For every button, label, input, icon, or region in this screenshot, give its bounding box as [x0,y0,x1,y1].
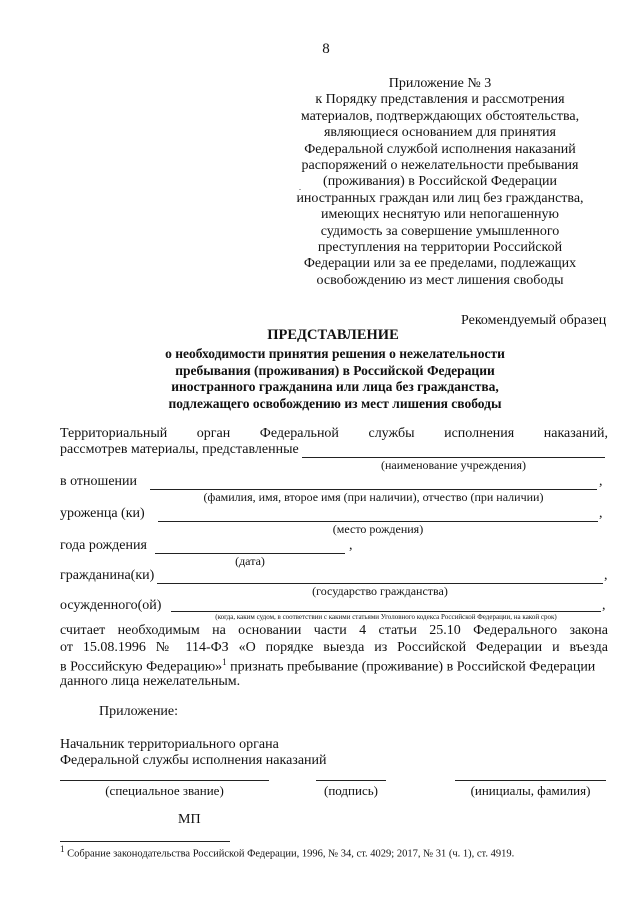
citizenship-hint: (государство гражданства) [312,584,448,598]
appendix-header [290,76,590,289]
seal-mark: МП [178,812,201,827]
appendix-line: освобождению из мест лишения свободы [316,272,564,288]
convicted-label: осужденного(ой) [60,598,162,613]
birth-year-label: года рождения [60,538,147,553]
appendix-line: преступления на территории Российской [317,240,563,256]
footnote [60,844,514,860]
intro-line-1: Территориальный орган Федеральной службы исполнения наказаний, [60,426,608,441]
appendix-line: Федерации или за ее пределами, подлежащих [303,256,577,272]
subtitle-line: пребывания (проживания) в Российской Федерации [175,362,495,378]
decision-line-1: считает необходимым на основании части 4 статьи 25.10 Федерального закона [60,623,608,638]
stray-dot-mark: . [299,183,301,192]
birth-date-hint: (дата) [235,554,265,568]
footnote-number: 1 [60,844,65,854]
decision-line-3a: в Российскую Федерацию» [60,659,223,675]
appendix-line: Федеральной службой исполнения наказаний [304,141,576,157]
birthplace-hint: (место рождения) [332,522,424,536]
document-subtitle [120,346,550,412]
conviction-hint: (когда, каким судом, в соответствии с какими статьями Уголовного кодекса Российской Федерации, на какой срок) [215,613,557,621]
subtitle-line: о необходимости принятия решения о нежелательности [165,346,505,361]
name-hint: (инициалы, фамилия) [470,783,591,798]
attachment-label: Приложение: [99,704,179,719]
subtitle-line: иностранного гражданина или лица без гражданства, [171,379,499,394]
appendix-line: Приложение № 3 [388,76,492,91]
page-number: 8 [322,41,330,57]
full-name-hint: (фамилия, имя, второе имя (при наличии), отчество (при наличии) [203,490,544,504]
comma: , [602,598,606,613]
footnote-ref: 1 [222,657,227,667]
appendix-line: судимость за совершение умышленного [320,223,560,239]
decision-line-2: от 15.08.1996 № 114-ФЗ «О порядке выезда из Российской Федерации и въезда [60,640,608,655]
comma: , [604,568,608,583]
document-title: ПРЕДСТАВЛЕНИЕ [267,327,399,343]
appendix-line: имеющих неснятую или непогашенную [321,207,559,223]
signature-hint: (подпись) [324,783,378,798]
comma: , [599,506,603,521]
native-label: уроженца (ки) [60,506,145,521]
comma: , [599,474,603,489]
signatory-line-2: Федеральной службы исполнения наказаний [60,753,327,768]
decision-line-3b: признать пребывание (проживание) в Российской Федерации [226,659,596,675]
conviction-field[interactable] [171,611,601,612]
decision-line-3 [60,657,595,676]
in-respect-label: в отношении [60,474,138,489]
comma: , [349,538,353,553]
citizen-label: гражданина(ки) [60,568,155,583]
footnote-text: Собрание законодательства Российской Федерации, 1996, № 34, ст. 4029; 2017, № 31 (ч. 1), ст. 4919. [64,848,515,860]
decision-line-4: данного лица нежелательным. [60,674,241,689]
rank-field[interactable] [60,780,269,781]
intro-line-2: рассмотрев материалы, представленные [60,442,299,457]
appendix-line: (проживания) в Российской Федерации [323,174,557,190]
signature-field[interactable] [316,780,386,781]
subtitle-line: подлежащего освобождению из мест лишения свободы [168,395,502,411]
appendix-line: материалов, подтверждающих обстоятельства, [300,108,580,124]
rank-hint: (специальное звание) [105,783,224,798]
recommended-sample-label: Рекомендуемый образец [461,313,607,328]
appendix-line: распоряжений о нежелательности пребывания [301,158,579,174]
appendix-line: иностранных граждан или лиц без гражданства, [296,190,584,206]
name-field[interactable] [455,780,606,781]
footnote-divider [60,841,230,842]
signatory-line-1: Начальник территориального органа [60,737,279,752]
institution-hint: (наименование учреждения) [381,458,526,472]
appendix-line: к Порядку представления и рассмотрения [315,92,565,108]
appendix-line: являющиеся основанием для принятия [323,125,556,141]
